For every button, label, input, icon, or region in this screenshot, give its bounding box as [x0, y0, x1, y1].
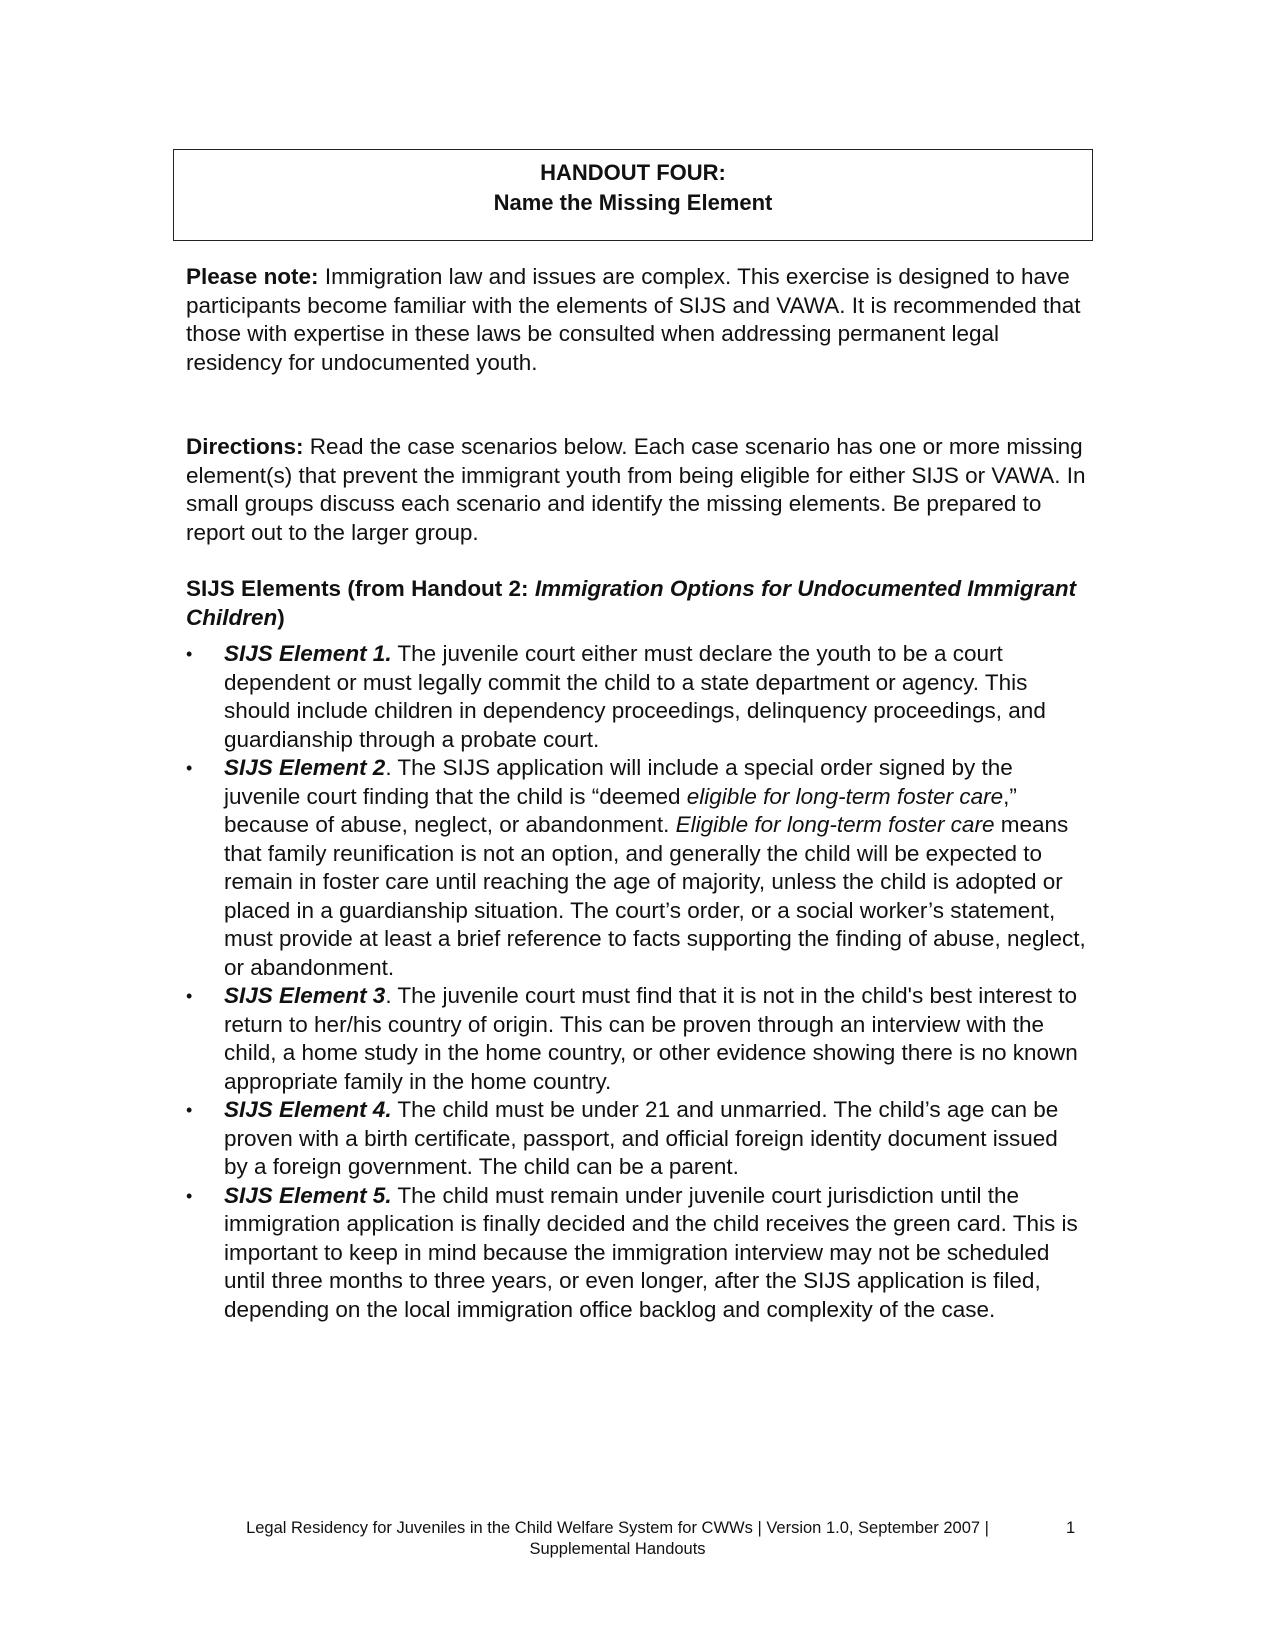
element-text: . The SIJS application will include a special order signed by the juvenile court finding that the child is “deemed — [224, 755, 1013, 809]
element-italic-term: eligible for long-term foster care — [686, 783, 1004, 809]
element-text: The child must be under 21 and unmarried. The child’s age can be proven with a birth certificate, passport, and official foreign identity document issued by a foreign government. The child can be a parent. — [224, 1097, 1059, 1179]
handout-title: Name the Missing Element — [493, 190, 773, 215]
element-text: ,” because of abuse, neglect, or abandonment. — [224, 783, 1017, 837]
bullet-icon: • — [186, 1185, 193, 1206]
spacer — [186, 377, 1086, 433]
list-item-element-4 — [186, 1096, 1086, 1182]
handout-title-box — [173, 149, 1093, 241]
list-item-element-3 — [186, 982, 1086, 1096]
page-footer — [150, 1518, 1085, 1560]
sijs-elements-list — [186, 640, 1086, 1324]
note-paragraph — [186, 263, 1086, 377]
note-label: Please note: — [186, 264, 319, 289]
page-number: 1 — [1066, 1519, 1076, 1537]
section-heading-prefix: SIJS Elements (from Handout 2: — [186, 576, 535, 601]
directions-text: Read the case scenarios below. Each case scenario has one or more missing element(s) that prevent the immigrant youth from being eligible for either SIJS or VAWA. In small groups discuss each scenario and identify the missing elements. Be prepared to report out to the larger group. — [186, 434, 1086, 545]
section-heading — [186, 575, 1086, 632]
directions-paragraph — [186, 433, 1086, 547]
element-label: SIJS Element 1. — [224, 641, 392, 666]
element-italic-term: Eligible for long-term foster care — [675, 812, 995, 837]
element-label: SIJS Element 5. — [224, 1182, 392, 1208]
element-text: The child must remain under juvenile court jurisdiction until the immigration application is finally decided and the child receives the green card. This is important to keep in mind because the immigration interview may not be scheduled until three months to three years, or even longer, after the SIJS application is filed, depending on the local immigration office backlog and complexity of the case. — [224, 1182, 1078, 1322]
element-text: means that family reunification is not an option, and generally the child will be expected to remain in foster care until reaching the age of majority, unless the child is adopted or placed in a guardianship situation. The court’s order, or a social worker’s statement, must provide at least a brief reference to facts supporting the finding of abuse, neglect, or abandonment. — [224, 812, 1086, 980]
element-text: The juvenile court either must declare the youth to be a court dependent or must legally commit the child to a state department or agency. This should include children in dependency proceedings, delinquency proceedings, and guardianship through a probate court. — [224, 641, 1046, 752]
note-text: Immigration law and issues are complex. This exercise is designed to have participants become familiar with the elements of SIJS and VAWA. It is recommended that those with expertise in these laws be consulted when addressing permanent legal residency for undocumented youth. — [186, 264, 1081, 375]
document-body — [186, 263, 1086, 1324]
element-label: SIJS Element 2 — [224, 755, 386, 780]
footer-line-1: Legal Residency for Juveniles in the Child Welfare System for CWWs | Version 1.0, September 2007 | — [246, 1519, 989, 1537]
bullet-icon: • — [186, 644, 193, 664]
list-item-element-1 — [186, 640, 1086, 754]
bullet-icon: • — [186, 758, 193, 778]
bullet-icon: • — [186, 986, 193, 1006]
footer-line-2: Supplemental Handouts — [529, 1540, 706, 1558]
bullet-icon: • — [186, 1100, 193, 1120]
list-item-element-2 — [186, 754, 1086, 982]
directions-label: Directions: — [186, 434, 304, 459]
list-item-element-5 — [186, 1182, 1086, 1325]
section-heading-source-title: Immigration Options for Undocumented Immigrant Children — [186, 576, 1077, 630]
handout-number: HANDOUT FOUR: — [540, 160, 726, 185]
element-text: . The juvenile court must find that it is not in the child's best interest to return to her/his country of origin. This can be proven through an interview with the child, a home study in the home country, or other evidence showing there is no known appropriate family in the home country. — [224, 983, 1078, 1094]
spacer — [186, 547, 1086, 575]
section-heading-suffix: ) — [277, 604, 285, 630]
element-label: SIJS Element 3 — [224, 983, 386, 1008]
element-label: SIJS Element 4. — [224, 1097, 392, 1122]
